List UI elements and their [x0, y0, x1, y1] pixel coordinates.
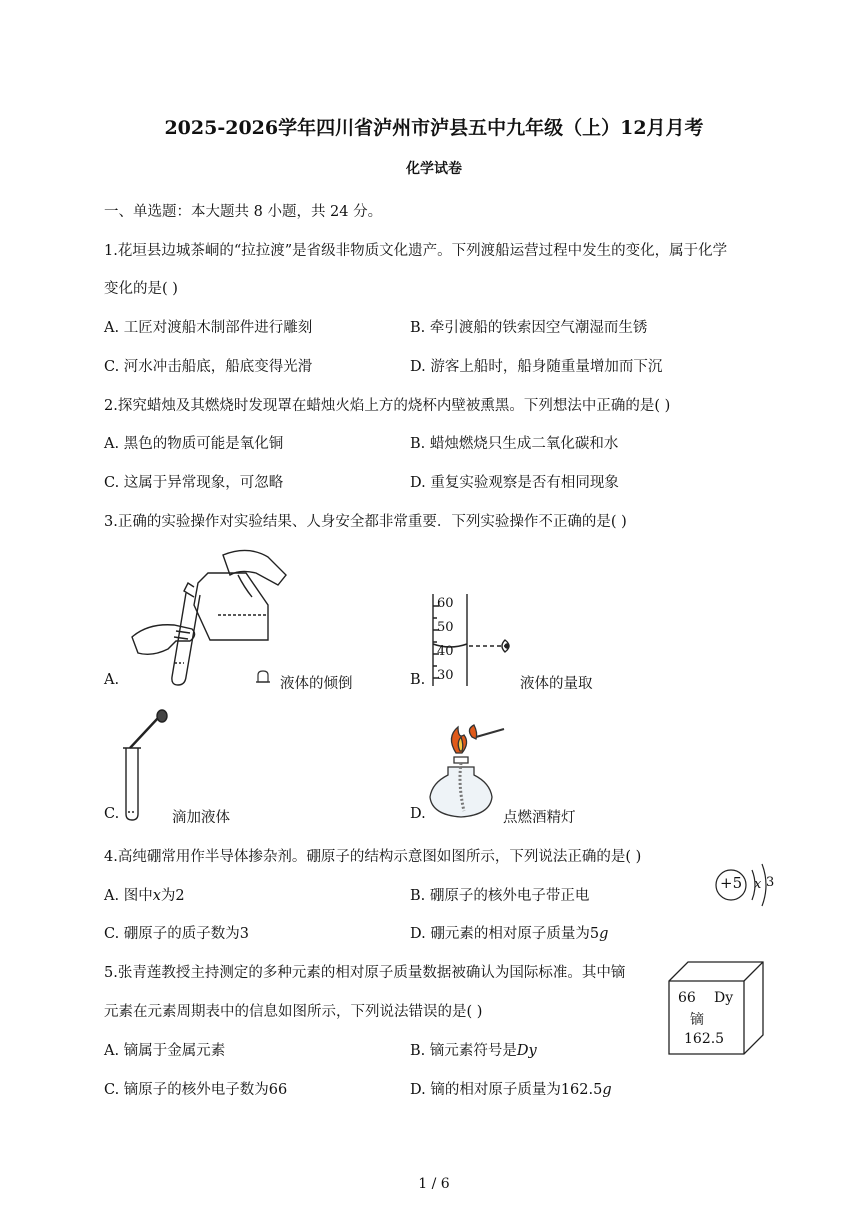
page-number: 1 / 6	[418, 1176, 450, 1192]
cylinder-tick-60: 60	[437, 596, 454, 611]
q3-option-c-caption: 滴加液体	[172, 810, 230, 826]
q5-option-d	[410, 1078, 612, 1099]
q1-option-b: B. 牵引渡船的铁索因空气潮湿而生锈	[410, 320, 648, 336]
section-heading: 一、单选题：本大题共 8 小题，共 24 分。	[104, 204, 383, 220]
q4-option-a-pre: A. 图中	[104, 888, 153, 904]
atom-shell1-count: x	[754, 877, 762, 892]
q5-stem-line2: 元素在元素周期表中的信息如图所示，下列说法错误的是( )	[104, 1004, 483, 1020]
q2-option-b: B. 蜡烛燃烧只生成二氧化碳和水	[410, 436, 619, 452]
q1-option-a: A. 工匠对渡船木制部件进行雕刻	[104, 320, 313, 336]
q4-stem: 4.高纯硼常用作半导体掺杂剂。硼原子的结构示意图如图所示，下列说法正确的是( )	[104, 849, 642, 865]
q3-stem: 3.正确的实验操作对实验结果、人身安全都非常重要．下列实验操作不正确的是( )	[104, 514, 627, 530]
q3-option-d-letter: D.	[410, 806, 426, 822]
q4-option-a-post: 为2	[160, 888, 185, 904]
q4-option-b: B. 硼原子的核外电子带正电	[410, 888, 590, 904]
q2-stem: 2.探究蜡烛及其燃烧时发现罩在蜡烛火焰上方的烧杯内壁被熏黑。下列想法中正确的是( )	[104, 398, 671, 414]
element-atomic-number: 66	[678, 990, 696, 1006]
q1-stem-line1: 1.花垣县边城茶峒的“拉拉渡”是省级非物质文化遗产。下列渡船运营过程中发生的变化，属于化学	[104, 243, 728, 259]
q5-option-a: A. 镝属于金属元素	[104, 1043, 226, 1059]
q4-option-a	[104, 884, 185, 905]
q3-option-d-caption: 点燃酒精灯	[503, 810, 576, 826]
q3-option-b-caption: 液体的量取	[520, 676, 593, 692]
bottle-stopper-icon	[255, 668, 271, 684]
q1-option-c: C. 河水冲击船底，船底变得光滑	[104, 359, 313, 375]
element-name: 镝	[690, 1012, 704, 1028]
q3-option-b-letter: B.	[410, 672, 426, 688]
cylinder-tick-40: 40	[437, 644, 454, 659]
atom-shell2-count: 3	[766, 875, 775, 890]
q3-option-c-letter: C.	[104, 806, 120, 822]
q5-option-c: C. 镝原子的核外电子数为66	[104, 1082, 288, 1098]
exam-title: 2025-2026学年四川省泸州市泸县五中九年级（上）12月月考	[164, 117, 704, 139]
q1-stem-line2: 变化的是( )	[104, 281, 178, 297]
q5-option-d-pre: D. 镝的相对原子质量为162.5	[410, 1082, 603, 1098]
q5-option-d-unit: g	[602, 1082, 612, 1098]
q1-option-d: D. 游客上船时，船身随重量增加而下沉	[410, 359, 663, 375]
q4-option-a-var: x	[152, 888, 161, 904]
atom-nucleus-charge: +5	[720, 874, 743, 892]
q5-option-b	[410, 1039, 537, 1060]
exam-subtitle: 化学试卷	[406, 161, 462, 177]
q2-option-c: C. 这属于异常现象，可忽略	[104, 475, 284, 491]
q4-option-d	[410, 922, 608, 943]
q4-option-c: C. 硼原子的质子数为3	[104, 926, 250, 942]
element-symbol: Dy	[714, 990, 734, 1006]
q3-option-a-caption: 液体的倾倒	[280, 676, 353, 692]
q5-stem-line1: 5.张青莲教授主持测定的多种元素的相对原子质量数据被确认为国际标准。其中镝	[104, 965, 626, 981]
dropper-illustration	[120, 708, 180, 823]
q5-option-b-pre: B. 镝元素符号是	[410, 1043, 517, 1059]
cylinder-tick-50: 50	[437, 620, 454, 635]
q4-option-d-unit: g	[599, 926, 609, 942]
element-atomic-mass: 162.5	[684, 1031, 725, 1047]
q4-option-d-pre: D. 硼元素的相对原子质量为5	[410, 926, 600, 942]
cylinder-tick-30: 30	[437, 668, 454, 683]
q3-option-a-letter: A.	[104, 672, 120, 688]
q2-option-d: D. 重复实验观察是否有相同现象	[410, 475, 619, 491]
alcohol-lamp-illustration	[428, 725, 508, 825]
q5-option-b-symbol: Dy	[516, 1043, 537, 1059]
q2-option-a: A. 黑色的物质可能是氧化铜	[104, 436, 284, 452]
